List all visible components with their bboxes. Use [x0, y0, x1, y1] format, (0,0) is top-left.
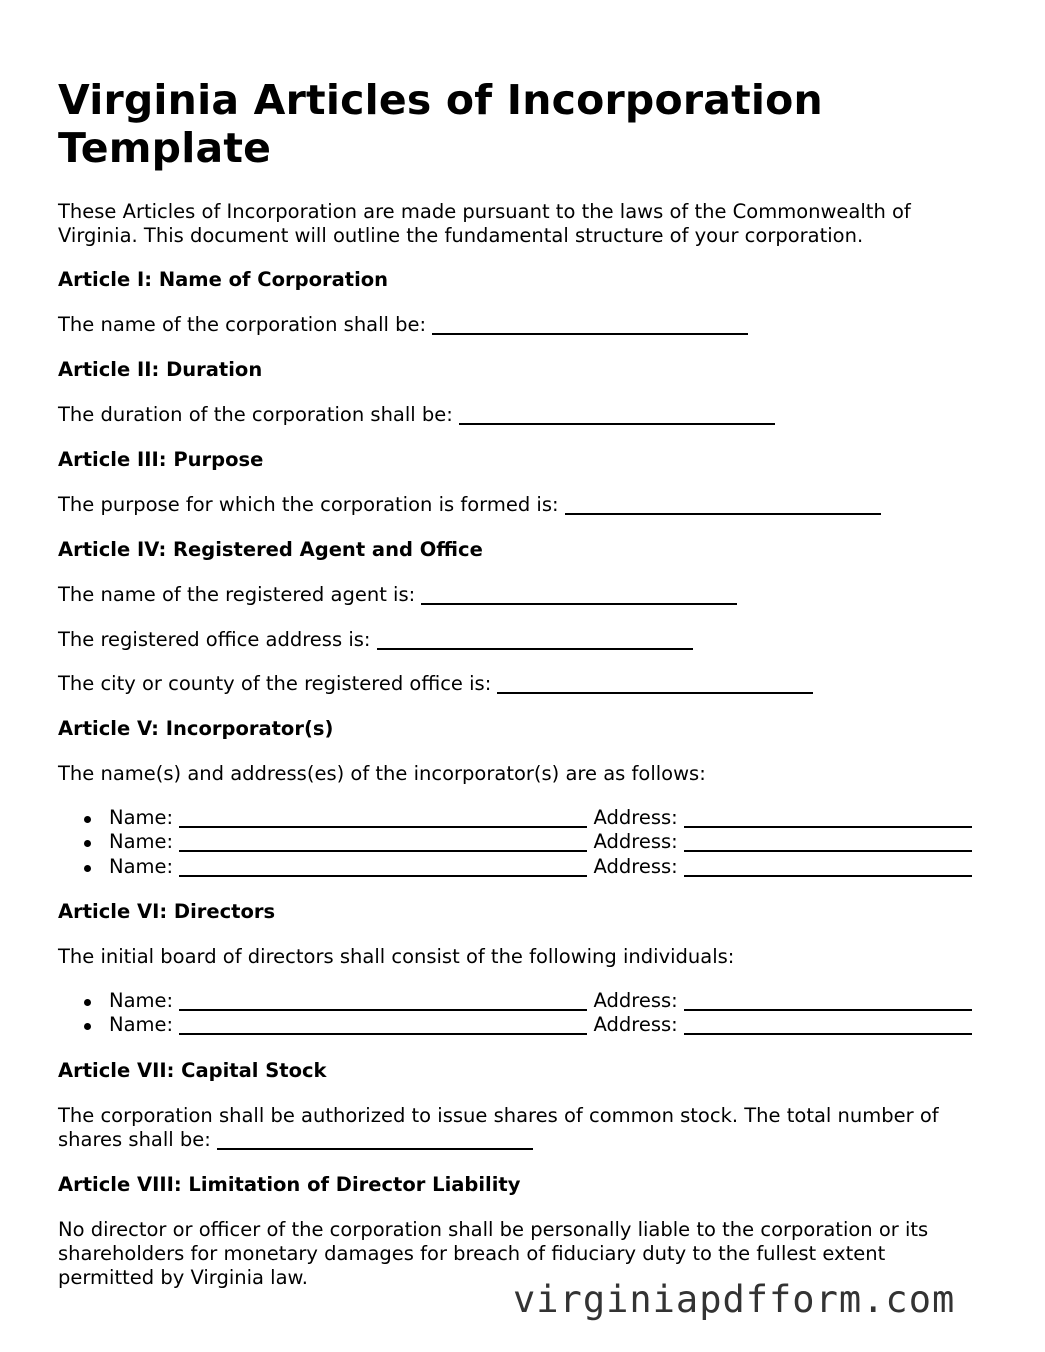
list-item — [80, 989, 972, 1013]
registered-office-blank[interactable] — [377, 628, 693, 650]
article-7-heading: Article VII: Capital Stock — [58, 1059, 327, 1082]
incorporator-name-blank[interactable] — [179, 830, 587, 852]
list-item — [80, 806, 972, 830]
article-8-line-2: shareholders for monetary damages for breach of fiduciary duty to the fullest extent — [58, 1242, 886, 1265]
director-name-label: Name: — [109, 1013, 174, 1037]
list-item — [80, 830, 972, 854]
duration-label: The duration of the corporation shall be: — [58, 403, 453, 426]
registered-agent-blank[interactable] — [421, 583, 737, 605]
city-county-blank[interactable] — [497, 672, 813, 694]
article-8-line-1: No director or officer of the corporation shall be personally liable to the corporation or its — [58, 1218, 929, 1241]
incorporator-name-blank[interactable] — [179, 806, 587, 828]
city-county-label: The city or county of the registered office is: — [58, 672, 492, 695]
director-address-label: Address: — [593, 989, 678, 1012]
list-item — [80, 1013, 972, 1037]
director-name-blank[interactable] — [179, 989, 587, 1011]
incorporator-list — [80, 806, 972, 879]
incorporator-address-blank[interactable] — [684, 855, 972, 877]
intro-line-2: Virginia. This document will outline the fundamental structure of your corporation. — [58, 224, 864, 247]
article-6-heading: Article VI: Directors — [58, 900, 276, 923]
list-item — [80, 855, 972, 879]
incorporator-name-label: Name: — [109, 806, 174, 829]
director-address-blank[interactable] — [684, 1013, 972, 1035]
duration-blank[interactable] — [459, 403, 775, 425]
article-8-heading: Article VIII: Limitation of Director Liability — [58, 1173, 521, 1196]
corporation-name-label: The name of the corporation shall be: — [58, 313, 427, 336]
incorporator-name-label: Name: — [109, 854, 174, 878]
article-3-heading: Article III: Purpose — [58, 448, 264, 471]
director-address-label: Address: — [593, 1013, 678, 1037]
article-5-text: The name(s) and address(es) of the incorporator(s) are as follows: — [58, 762, 706, 785]
director-name-label: Name: — [109, 989, 174, 1012]
article-3-text — [58, 493, 881, 518]
director-list — [80, 989, 972, 1038]
article-4-heading: Article IV: Registered Agent and Office — [58, 538, 483, 561]
article-7-line-1: The corporation shall be authorized to issue shares of common stock. The total number of — [58, 1104, 939, 1127]
article-1-text — [58, 313, 748, 338]
article-2-text — [58, 403, 775, 428]
incorporator-address-blank[interactable] — [684, 806, 972, 828]
incorporator-address-label: Address: — [593, 830, 678, 854]
registered-agent-label: The name of the registered agent is: — [58, 583, 416, 606]
article-7-line-2 — [58, 1128, 533, 1153]
article-5-heading: Article V: Incorporator(s) — [58, 717, 334, 740]
incorporator-address-label: Address: — [593, 806, 678, 829]
document-title: Virginia Articles of Incorporation Template — [58, 76, 823, 172]
shares-label: shares shall be: — [58, 1128, 211, 1151]
corporation-name-blank[interactable] — [432, 313, 748, 335]
article-6-text: The initial board of directors shall consist of the following individuals: — [58, 945, 735, 968]
registered-office-label: The registered office address is: — [58, 628, 371, 651]
registered-agent-line — [58, 583, 737, 608]
article-2-heading: Article II: Duration — [58, 358, 263, 381]
article-1-heading: Article I: Name of Corporation — [58, 268, 389, 291]
director-name-blank[interactable] — [179, 1013, 587, 1035]
incorporator-address-blank[interactable] — [684, 830, 972, 852]
registered-office-line — [58, 628, 693, 653]
incorporator-name-label: Name: — [109, 830, 174, 854]
director-address-blank[interactable] — [684, 989, 972, 1011]
incorporator-address-label: Address: — [593, 854, 678, 878]
purpose-label: The purpose for which the corporation is formed is: — [58, 493, 559, 516]
incorporator-name-blank[interactable] — [179, 855, 587, 877]
purpose-blank[interactable] — [565, 493, 881, 515]
city-county-line — [58, 672, 813, 697]
watermark-text: virginiapdfform.com — [513, 1278, 956, 1321]
article-8-line-3: permitted by Virginia law. — [58, 1266, 308, 1289]
shares-blank[interactable] — [217, 1128, 533, 1150]
intro-line-1: These Articles of Incorporation are made pursuant to the laws of the Commonwealth of — [58, 200, 911, 223]
